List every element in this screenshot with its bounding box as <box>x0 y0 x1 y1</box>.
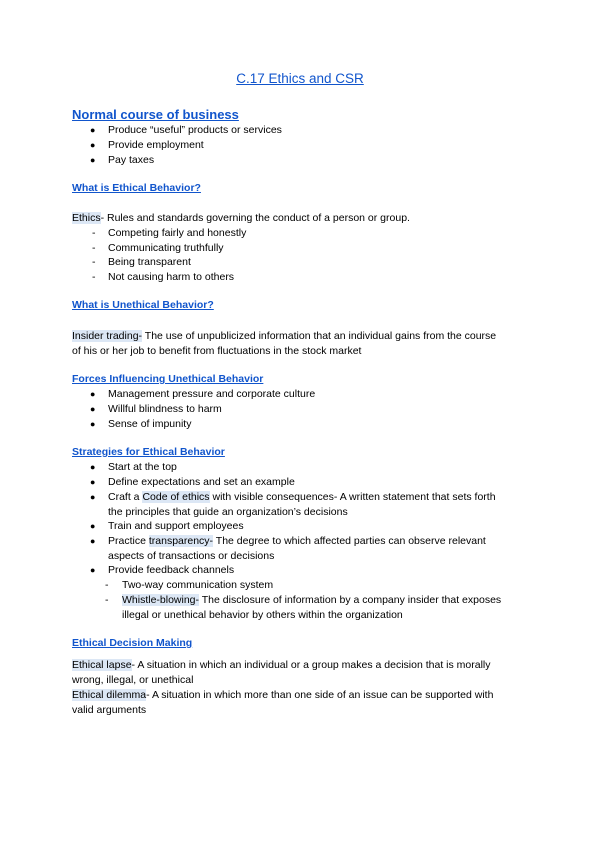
list-item: Competing fairly and honestly <box>108 227 247 239</box>
list-item: Provide feedback channels <box>108 564 235 576</box>
term-ethics: Ethics <box>72 212 101 224</box>
bullet-icon: ● <box>90 140 96 150</box>
page-title: C.17 Ethics and CSR <box>236 71 364 86</box>
list-item: Being transparent <box>108 256 191 268</box>
heading-normal-course: Normal course of business <box>72 107 239 122</box>
heading-ethical-behavior: What is Ethical Behavior? <box>72 182 201 194</box>
list-item: Communicating truthfully <box>108 242 224 254</box>
term-ethical-lapse: Ethical lapse <box>72 659 132 671</box>
list-item: Pay taxes <box>108 154 155 166</box>
term-transparency: transparency- <box>148 535 214 547</box>
list-item-code-of-ethics: Craft a Code of ethics with visible consequences- A written statement that sets forth <box>108 491 496 503</box>
list-item: Produce “useful” products or services <box>108 124 282 136</box>
bullet-icon: ● <box>90 462 96 472</box>
bullet-icon: ● <box>90 389 96 399</box>
heading-decision-making: Ethical Decision Making <box>72 637 193 649</box>
ethical-dilemma-definition-cont: valid arguments <box>72 704 147 716</box>
ethical-dilemma-definition: Ethical dilemma- A situation in which more than one side of an issue can be supported with <box>72 689 494 701</box>
ethical-lapse-definition: Ethical lapse- A situation in which an individual or a group makes a decision that is morally <box>72 659 491 671</box>
heading-unethical-behavior: What is Unethical Behavior? <box>72 299 214 311</box>
list-item-transparency: Practice transparency- The degree to which affected parties can observe relevant <box>108 535 486 547</box>
list-item: Not causing harm to others <box>108 271 235 283</box>
term-insider-trading: Insider trading- <box>72 330 143 342</box>
dash-marker: - <box>92 271 96 283</box>
bullet-icon: ● <box>90 155 96 165</box>
insider-trading-definition-cont: of his or her job to benefit from fluctuations in the stock market <box>72 345 362 357</box>
term-whistle-blowing: Whistle-blowing- <box>122 594 200 606</box>
list-item: Provide employment <box>108 139 204 151</box>
list-item: Define expectations and set an example <box>108 476 295 488</box>
sub-list-item-whistle-blowing: Whistle-blowing- The disclosure of information by a company insider that exposes <box>122 594 502 606</box>
list-item: Start at the top <box>108 461 177 473</box>
dash-marker: - <box>92 256 96 268</box>
sub-list-item-continuation: illegal or unethical behavior by others within the organization <box>122 609 403 621</box>
list-item: Train and support employees <box>108 520 244 532</box>
bullet-icon: ● <box>90 125 96 135</box>
dash-marker: - <box>92 242 96 254</box>
dash-marker: - <box>105 594 109 606</box>
ethics-definition: Ethics- Rules and standards governing the conduct of a person or group. <box>72 212 410 224</box>
list-item-continuation: the principles that guide an organization’s decisions <box>108 506 348 518</box>
bullet-icon: ● <box>90 419 96 429</box>
bullet-icon: ● <box>90 521 96 531</box>
term-code-of-ethics: Code of ethics <box>142 491 210 503</box>
term-ethical-dilemma: Ethical dilemma <box>72 689 147 701</box>
list-item: Willful blindness to harm <box>108 403 222 415</box>
list-item: Sense of impunity <box>108 418 192 430</box>
bullet-icon: ● <box>90 565 96 575</box>
sub-list-item: Two-way communication system <box>122 579 274 591</box>
bullet-icon: ● <box>90 492 96 502</box>
bullet-icon: ● <box>90 477 96 487</box>
list-item-continuation: aspects of transactions or decisions <box>108 550 275 562</box>
dash-marker: - <box>92 227 96 239</box>
list-item: Management pressure and corporate culture <box>108 388 316 400</box>
dash-marker: - <box>105 579 109 591</box>
bullet-icon: ● <box>90 536 96 546</box>
insider-trading-definition: Insider trading- The use of unpublicized information that an individual gains from the course <box>72 330 497 342</box>
heading-forces: Forces Influencing Unethical Behavior <box>72 373 264 385</box>
ethical-lapse-definition-cont: wrong, illegal, or unethical <box>72 674 194 686</box>
bullet-icon: ● <box>90 404 96 414</box>
heading-strategies: Strategies for Ethical Behavior <box>72 446 225 458</box>
